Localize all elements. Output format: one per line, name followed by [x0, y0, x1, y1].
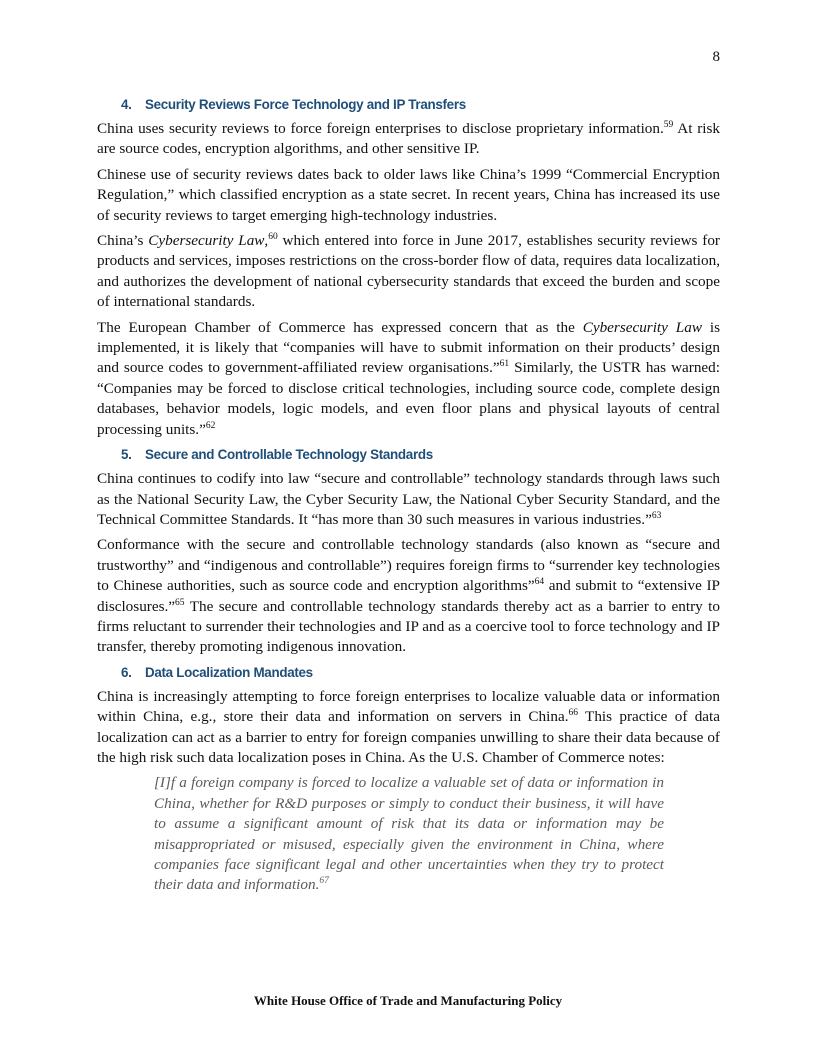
section-number: 5. — [121, 447, 132, 463]
footnote-ref: 65 — [175, 597, 185, 608]
section-title: Security Reviews Force Technology and IP Transfers — [145, 97, 466, 112]
paragraph — [97, 231, 720, 313]
text-run: , — [264, 232, 269, 250]
text-run: is implemented, it is likely that “companies will have to submit information on their products’ design and source codes to government-affiliated review organisations.” — [97, 318, 720, 377]
section-heading-5 — [97, 445, 720, 465]
text-run: China’s — [97, 232, 149, 250]
text-run: and submit to “extensive IP disclosures.” — [97, 577, 720, 615]
text-run: China uses security reviews to force foreign enterprises to disclose proprietary information. — [97, 120, 664, 137]
text-run: Similarly, the USTR has warned: “Companies may be forced to disclose critical technologies, including source code, complete design databases, behavior models, logic models, and even floor plans and physical layouts of central processing units.” — [97, 359, 720, 438]
main-content — [97, 95, 720, 896]
footnote-ref: 60 — [268, 231, 278, 242]
text-run: which entered into force in June 2017, establishes security reviews for products and services, imposes restrictions on the cross-border flow of data, requires data localization, and authorizes the development of national cybersecurity standards that exceed the burden and scope of international standards. — [97, 232, 720, 311]
paragraph — [97, 119, 720, 160]
paragraph — [97, 535, 720, 657]
quote-text: [I]f a foreign company is forced to localize a valuable set of data or information in China, whether for R&D purposes or simply to conduct their business, it will have to assume a significant amount of risk that its data or information may be misappropriated or misused, especially given the environment in China, where companies face significant legal and other uncertainties when they try to protect their data and information. — [154, 774, 664, 894]
text-run: This practice of data localization can act as a barrier to entry for foreign companies unwilling to share their data because of the high risk such data localization poses in China. As the U.S. Chamber of Commerce notes: — [97, 708, 721, 766]
page-number: 8 — [712, 49, 720, 65]
footnote-ref: 62 — [205, 420, 216, 431]
footnote-ref: 63 — [651, 510, 662, 521]
text-run: The European Chamber of Commerce has expressed concern that as the — [97, 318, 583, 336]
text-run: Conformance with the secure and controllable technology standards (also known as “secure and trustworthy” and “indigenous and controllable”) requires foreign firms to “surrender key technologies to Chinese authorities, such as source code and encryption algorithms” — [97, 536, 720, 595]
text-run: At risk are source codes, encryption algorithms, and other sensitive IP. — [97, 120, 720, 158]
text-run: Chinese use of security reviews dates back to older laws like China’s 1999 “Commercial Encryption Regulation,” which classified encryption as a state secret. In recent years, China has increased its use of security reviews to target emerging high-technology industries. — [97, 165, 720, 224]
section-number: 6. — [121, 664, 132, 680]
paragraph — [97, 165, 720, 226]
page-footer: White House Office of Trade and Manufacturing Policy — [253, 993, 563, 1008]
footnote-ref: 67 — [319, 876, 329, 887]
section-heading-6 — [97, 663, 720, 683]
footnote-ref: 61 — [499, 359, 510, 370]
paragraph — [97, 318, 720, 440]
text-run: China continues to codify into law “secure and controllable” technology standards through laws such as the National Security Law, the Cyber Security Law, the National Cyber Security Standard, and the Technical Committee Standards. It “has more than 30 such measures in various industries.” — [97, 470, 720, 528]
text-run: China is increasingly attempting to force foreign enterprises to localize valuable data or information within China, e.g., store their data and information on servers in China. — [97, 687, 720, 726]
section-title: Data Localization Mandates — [145, 664, 313, 680]
section-number: 4. — [121, 97, 132, 112]
paragraph — [97, 469, 720, 530]
footnote-ref: 59 — [663, 119, 674, 130]
law-title: Cybersecurity Law — [148, 232, 265, 250]
section-title: Secure and Controllable Technology Standards — [145, 447, 433, 463]
law-title: Cybersecurity Law — [582, 318, 702, 336]
paragraph — [97, 687, 720, 769]
footnote-ref: 66 — [568, 708, 578, 719]
footnote-ref: 64 — [534, 577, 545, 588]
text-run: The secure and controllable technology standards thereby act as a barrier to entry to firms reluctant to surrender their technologies and IP and as a coercive tool to force technology and IP transfer, thereby promoting indigenous innovation. — [97, 597, 720, 656]
section-heading-4 — [97, 95, 720, 115]
block-quote — [154, 773, 664, 895]
